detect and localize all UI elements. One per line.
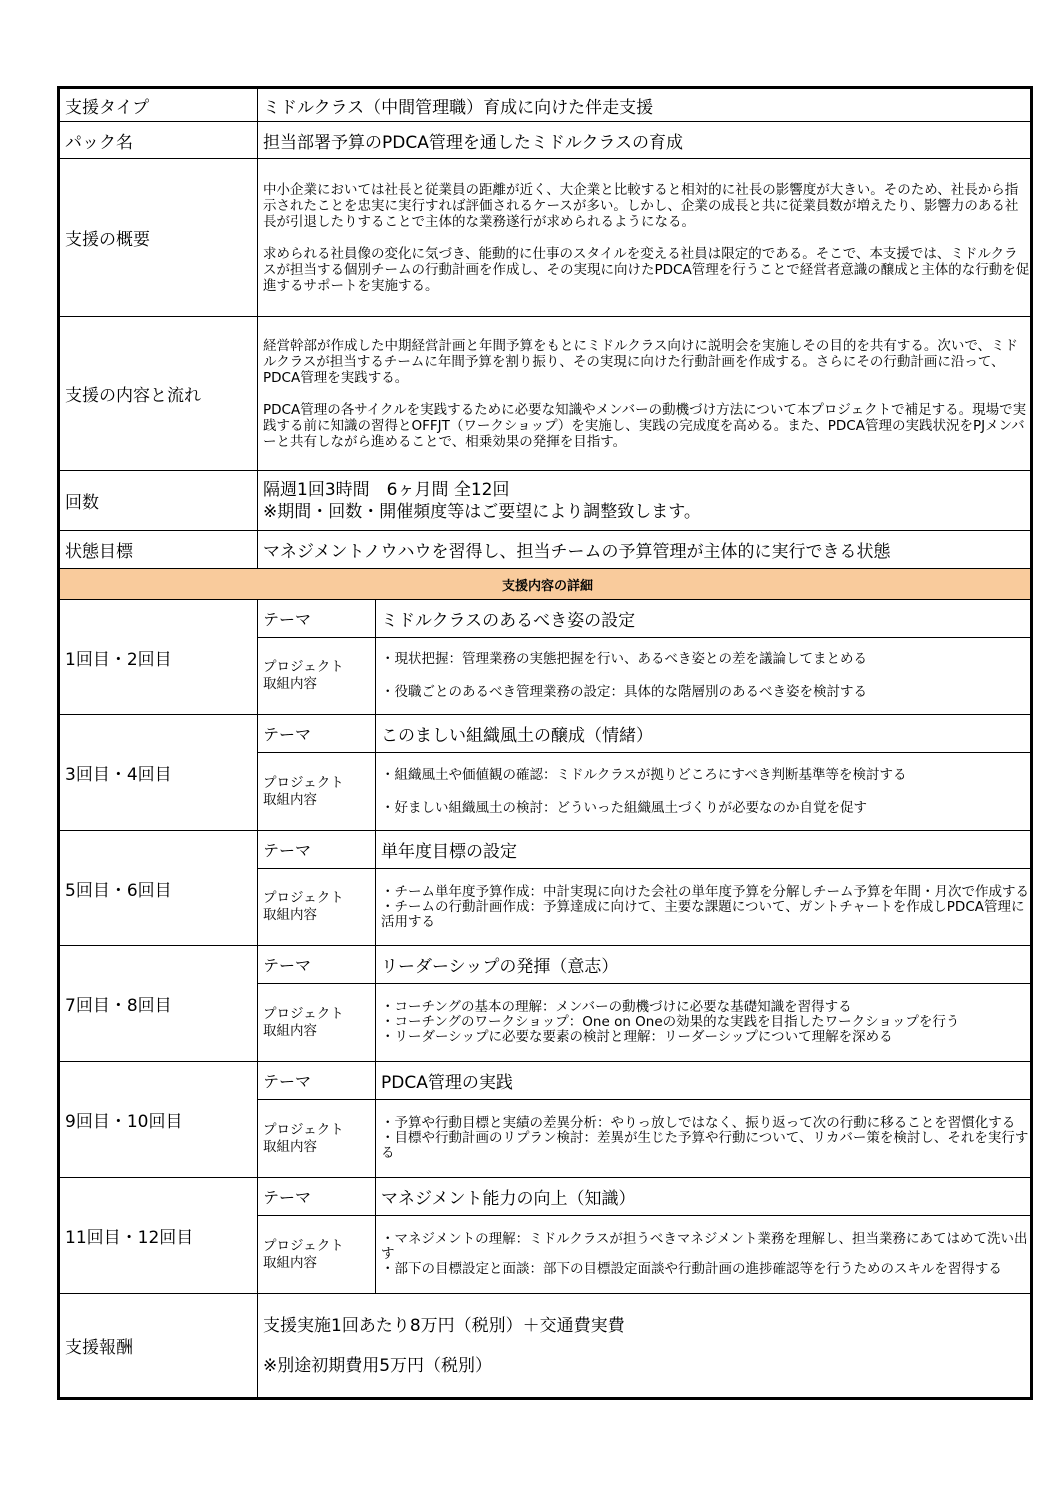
session-1-item: ・現状把握：管理業務の実態把握を行い、あるべき姿との差を議論してまとめる (381, 651, 867, 667)
summary-label: 支援の概要 (59, 159, 258, 317)
project-label-line2: 取組内容 (263, 907, 317, 923)
session-2-theme-label: テーマ (258, 715, 376, 753)
session-3-items (376, 869, 1032, 946)
support-type-value: ミドルクラス（中間管理職）育成に向けた伴走支援 (258, 88, 1032, 122)
session-4-label: 7回目・8回目 (59, 946, 258, 1062)
project-label-line1: プロジェクト (263, 1005, 344, 1022)
count-line-2: ※期間・回数・開催頻度等はご要望により調整致します。 (263, 501, 701, 522)
project-label-line2: 取組内容 (263, 791, 317, 808)
project-label-line1: プロジェクト (263, 1121, 344, 1138)
pack-name-value: 担当部署予算のPDCA管理を通したミドルクラスの育成 (258, 122, 1032, 159)
row-goal (59, 531, 1032, 569)
session-1-theme: ミドルクラスのあるべき姿の設定 (376, 600, 1032, 638)
session-6-item: ・部下の目標設定と面談：部下の目標設定面談や行動計画の進捗確認等を行うためのスキルを習得する (381, 1261, 1002, 1277)
row-content-flow (59, 317, 1032, 471)
session-1-theme-row (59, 600, 1032, 638)
session-4-project-label (258, 984, 376, 1062)
summary-paragraph-1: 中小企業においては社長と従業員の距離が近く、大企業と比較すると相対的に社長の影響度が大きい。そのため、社長から指示されたことを忠実に実行すれば評価されるケースが多い。しかし、企業の成長と共に従業員数が増えたり、影響力のある社長が引退したりすることで主体的な業務遂行が求められるようになる。 (263, 181, 1019, 230)
session-3-item: ・チームの行動計画作成：予算達成に向けて、主要な課題について、ガントチャートを作成しPDCA管理に活用する (381, 898, 1025, 930)
fee-label: 支援報酬 (59, 1294, 258, 1399)
session-2-items (376, 753, 1032, 831)
session-2-theme-row (59, 715, 1032, 753)
support-pack-sheet (57, 86, 1033, 1400)
session-1-items (376, 638, 1032, 715)
session-5-item: ・目標や行動計画のリプラン検討：差異が生じた予算や行動について、リカバー策を検討し、それを実行する (381, 1130, 1029, 1161)
summary-paragraph-2: 求められる社員像の変化に気づき、能動的に仕事のスタイルを変える社員は限定的である。そこで、本支援では、ミドルクラスが担当する個別チームの行動計画を作成し、その実現に向けたPDCA管理を行うことで経営者意識の醸成と主体的な行動を促進するサポートを実施する。 (263, 245, 1030, 294)
session-3-project-label (258, 869, 376, 946)
project-label-line2: 取組内容 (263, 1022, 317, 1039)
session-1-item: ・役職ごとのあるべき管理業務の設定：具体的な階層別のあるべき姿を検討する (381, 684, 867, 700)
goal-value: マネジメントノウハウを習得し、担当チームの予算管理が主体的に実行できる状態 (258, 531, 1032, 569)
details-header-row (59, 569, 1032, 600)
summary-text (258, 159, 1032, 317)
count-label: 回数 (59, 471, 258, 531)
pack-name-label: パック名 (59, 122, 258, 159)
row-summary (59, 159, 1032, 317)
session-6-project-label (258, 1216, 376, 1294)
content-flow-text (258, 317, 1032, 471)
session-3-theme-label: テーマ (258, 831, 376, 869)
session-3-theme: 単年度目標の設定 (376, 831, 1032, 869)
session-6-label: 11回目・12回目 (59, 1178, 258, 1294)
session-4-item: ・コーチングの基本の理解：メンバーの動機づけに必要な基礎知識を習得する (381, 999, 852, 1015)
session-1-theme-label: テーマ (258, 600, 376, 638)
row-support-type (59, 88, 1032, 122)
fee-value (258, 1294, 1032, 1399)
content-flow-paragraph-1: 経営幹部が作成した中期経営計画と年間予算をもとにミドルクラス向けに説明会を実施しその目的を共有する。次いで、ミドルクラスが担当するチームに年間予算を割り振り、その実現に向けた行動計画を作成する。さらにその行動計画に沿って、PDCA管理を実践する。 (263, 337, 1019, 386)
session-5-item: ・予算や行動目標と実績の差異分析：やりっ放しではなく、振り返って次の行動に移ることを習慣化する (381, 1115, 1016, 1131)
session-4-theme-label: テーマ (258, 946, 376, 984)
session-4-items (376, 984, 1032, 1062)
session-6-theme-label: テーマ (258, 1178, 376, 1216)
project-label-line1: プロジェクト (263, 890, 344, 906)
session-5-label: 9回目・10回目 (59, 1062, 258, 1178)
project-label-line2: 取組内容 (263, 1138, 317, 1155)
count-line-1: 隔週1回3時間 6ヶ月間 全12回 (263, 479, 510, 500)
session-3-item: ・チーム単年度予算作成：中計実現に向けた会社の単年度予算を分解しチーム予算を年間・月次で作成する (381, 883, 1029, 900)
row-fee (59, 1294, 1032, 1399)
project-label-line2: 取組内容 (263, 1254, 317, 1271)
content-flow-label: 支援の内容と流れ (59, 317, 258, 471)
session-2-item: ・組織風土や価値観の確認：ミドルクラスが拠りどころにすべき判断基準等を検討する (381, 766, 907, 783)
session-6-items (376, 1216, 1032, 1294)
project-label-line2: 取組内容 (263, 676, 317, 692)
session-5-theme-row (59, 1062, 1032, 1100)
session-2-theme: このましい組織風土の醸成（情緒） (376, 715, 1032, 753)
session-1-label: 1回目・2回目 (59, 600, 258, 715)
session-5-project-label (258, 1100, 376, 1178)
session-5-theme-label: テーマ (258, 1062, 376, 1100)
row-count (59, 471, 1032, 531)
project-label-line1: プロジェクト (263, 774, 344, 791)
session-5-theme: PDCA管理の実践 (376, 1062, 1032, 1100)
session-4-item: ・コーチングのワークショップ：One on Oneの効果的な実践を目指したワークショップを行う (381, 1014, 960, 1030)
project-label-line1: プロジェクト (263, 1237, 344, 1254)
project-label-line1: プロジェクト (263, 659, 344, 675)
row-pack-name (59, 122, 1032, 159)
session-2-item: ・好ましい組織風土の検討：どういった組織風土づくりが必要なのか自覚を促す (381, 799, 867, 816)
session-4-theme: リーダーシップの発揮（意志） (376, 946, 1032, 984)
session-6-theme: マネジメント能力の向上（知識） (376, 1178, 1032, 1216)
fee-line-2: ※別途初期費用5万円（税別） (263, 1355, 493, 1376)
session-3-label: 5回目・6回目 (59, 831, 258, 946)
fee-line-1: 支援実施1回あたり8万円（税別）＋交通費実費 (263, 1315, 625, 1336)
session-4-item: ・リーダーシップに必要な要素の検討と理解：リーダーシップについて理解を深める (381, 1029, 893, 1045)
session-6-theme-row (59, 1178, 1032, 1216)
support-type-label: 支援タイプ (59, 88, 258, 122)
session-6-item: ・マネジメントの理解：ミドルクラスが担うべきマネジメント業務を理解し、担当業務にあてはめて洗い出す (381, 1231, 1028, 1262)
details-header: 支援内容の詳細 (59, 569, 1032, 600)
session-4-theme-row (59, 946, 1032, 984)
session-3-theme-row (59, 831, 1032, 869)
content-flow-paragraph-2: PDCA管理の各サイクルを実践するために必要な知識やメンバーの動機づけ方法について本プロジェクトで補足する。現場で実践する前に知識の習得とOFFJT（ワークショップ）を実施し、実践の完成度を高める。また、PDCA管理の実践状況をPJメンバーと共有しながら進めることで、相乗効果の発揮を目指す。 (263, 401, 1027, 450)
session-2-project-label (258, 753, 376, 831)
session-1-project-label (258, 638, 376, 715)
session-5-items (376, 1100, 1032, 1178)
session-2-label: 3回目・4回目 (59, 715, 258, 831)
count-value (258, 471, 1032, 531)
goal-label: 状態目標 (59, 531, 258, 569)
